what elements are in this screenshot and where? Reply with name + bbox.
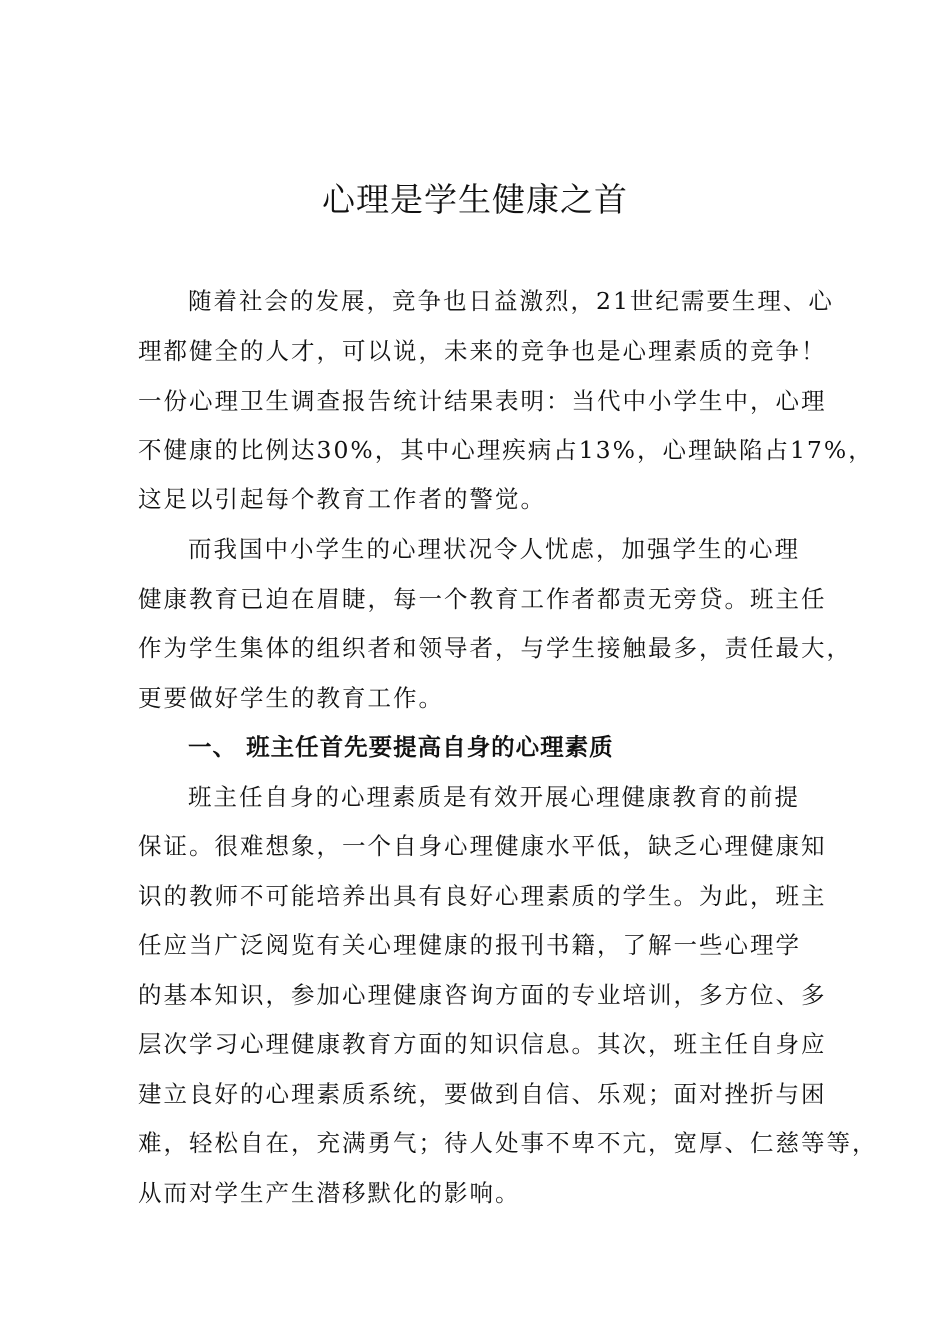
paragraph-line: 班主任自身的心理素质是有效开展心理健康教育的前提 bbox=[188, 783, 800, 811]
paragraph-line: 作为学生集体的组织者和领导者，与学生接触最多，责任最大， bbox=[138, 634, 852, 662]
document-title: 心理是学生健康之首 bbox=[322, 180, 628, 219]
paragraph-line: 任应当广泛阅览有关心理健康的报刊书籍，了解一些心理学 bbox=[138, 931, 801, 959]
paragraph-line: 不健康的比例达30%，其中心理疾病占13%，心理缺陷占17%， bbox=[138, 436, 874, 464]
paragraph-line: 保证。很难想象，一个自身心理健康水平低，缺乏心理健康知 bbox=[138, 832, 827, 860]
paragraph-line: 而我国中小学生的心理状况令人忧虑，加强学生的心理 bbox=[188, 535, 800, 563]
paragraph-line: 从而对学生产生潜移默化的影响。 bbox=[138, 1179, 521, 1207]
paragraph-line: 难，轻松自在，充满勇气；待人处事不卑不亢，宽厚、仁慈等等， bbox=[138, 1129, 878, 1157]
paragraph-line: 理都健全的人才，可以说，未来的竞争也是心理素质的竞争！ bbox=[138, 337, 827, 365]
paragraph-line: 层次学习心理健康教育方面的知识信息。其次，班主任自身应 bbox=[138, 1030, 827, 1058]
section-heading: 一、 班主任首先要提高自身的心理素质 bbox=[188, 733, 614, 761]
paragraph-line: 建立良好的心理素质系统，要做到自信、乐观；面对挫折与困 bbox=[138, 1080, 827, 1108]
paragraph-line: 识的教师不可能培养出具有良好心理素质的学生。为此，班主 bbox=[138, 882, 827, 910]
paragraph-line: 健康教育已迫在眉睫，每一个教育工作者都责无旁贷。班主任 bbox=[138, 585, 827, 613]
paragraph-line: 随着社会的发展，竞争也日益激烈，21世纪需要生理、心 bbox=[188, 287, 834, 315]
paragraph-line: 一份心理卫生调查报告统计结果表明：当代中小学生中，心理 bbox=[138, 387, 827, 415]
paragraph-line: 的基本知识，参加心理健康咨询方面的专业培训，多方位、多 bbox=[138, 981, 827, 1009]
paragraph-line: 更要做好学生的教育工作。 bbox=[138, 684, 444, 712]
paragraph-line: 这足以引起每个教育工作者的警觉。 bbox=[138, 485, 546, 513]
